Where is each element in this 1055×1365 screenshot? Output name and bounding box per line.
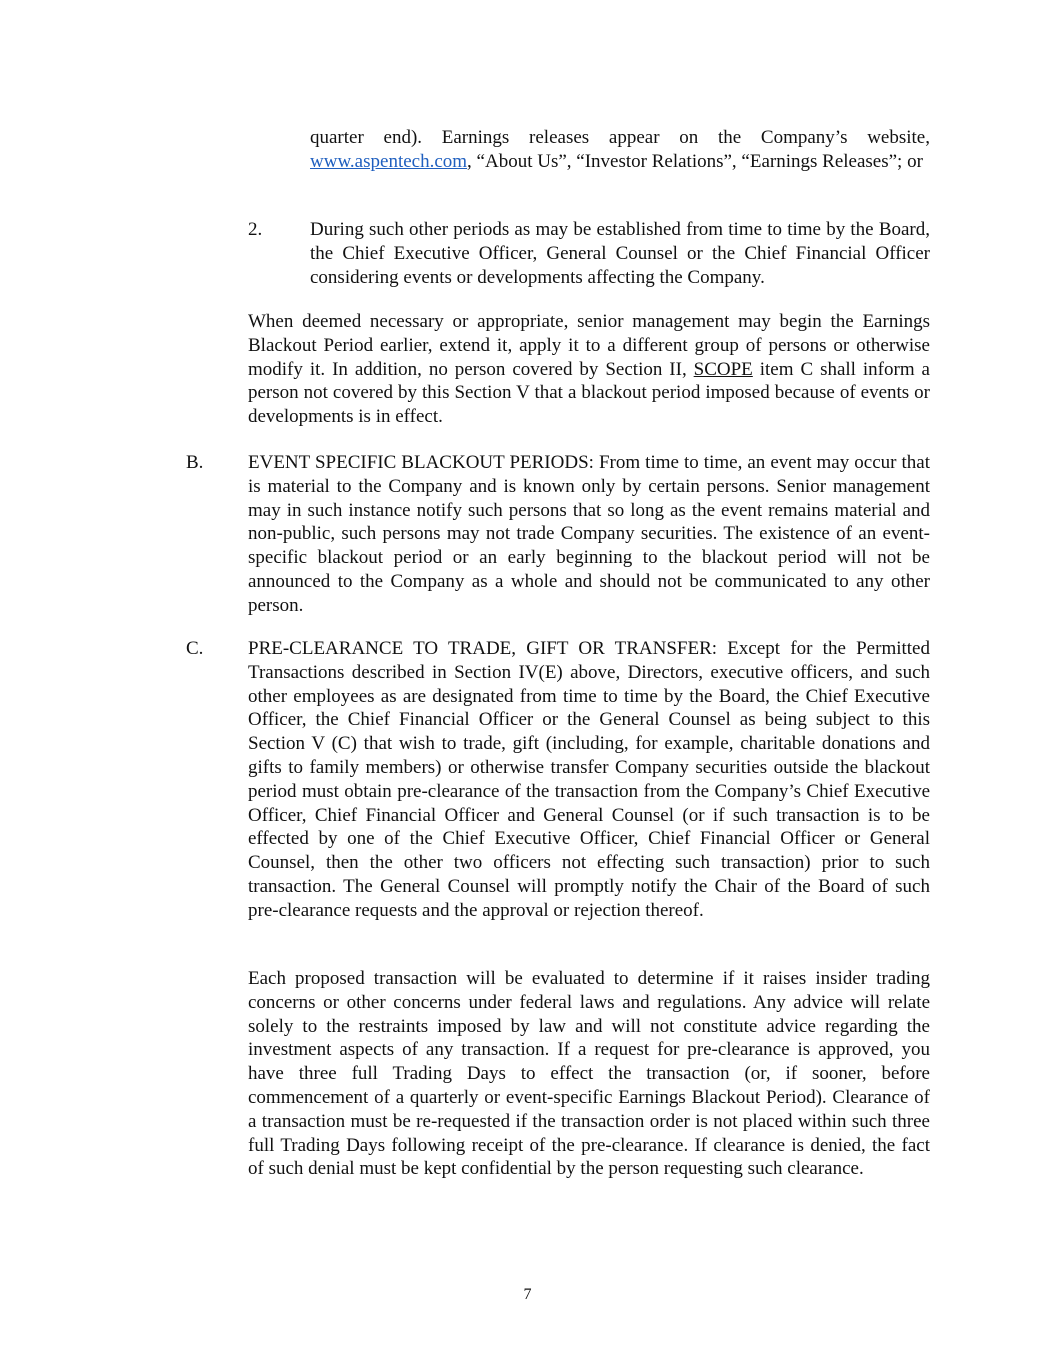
section-c-text: PRE-CLEARANCE TO TRADE, GIFT OR TRANSFER: Except for the Permitted Transactions described in Section IV(E) above, Directors, executive officers, and such other employees as are designated from time to time by the Board, the Chief Executive Officer, the Chief Financial Officer or the General Counsel as being subject to this Section V (C) that wish to trade, gift (including, for example, charitable donations and gifts to family members) or otherwise transfer Company securities outside the blackout period must obtain pre-clearance of the transaction from the Company’s Chief Executive Officer, Chief Financial Officer and General Counsel (or if such transaction is to be effected by one of the Chief Executive Officer, Chief Financial Officer or General Counsel, then the other two officers not effecting such transaction) prior to such transaction. The General Counsel will promptly notify the Chair of the Board of such pre-clearance requests and the approval or rejection thereof. — [248, 638, 930, 921]
section-c-letter: C. — [186, 638, 204, 659]
continuation-paragraph — [310, 126, 930, 174]
item-number-2: 2. — [248, 219, 263, 240]
continuation-suffix: , “About Us”, “Investor Relations”, “Earnings Releases”; or — [467, 150, 923, 172]
blackout-note-before: When deemed necessary or appropriate, senior management may begin the Earnings Blackout Period earlier, extend it, apply it to a different group of persons or otherwise modify it. In addition, no person covered by Section II, — [248, 311, 930, 380]
section-b-text: EVENT SPECIFIC BLACKOUT PERIODS: From time to time, an event may occur that is material to the Company and is known only by certain persons. Senior management may in such instance notify such persons that so long as the event remains material and non-public, such persons may not trade Company securities. The existence of an event-specific blackout period or an early beginning to the blackout period will not be announced to the Company as a whole and should not be communicated to any other person. — [248, 452, 930, 616]
item-2-text: During such other periods as may be established from time to time by the Board, the Chief Executive Officer, General Counsel or the Chief Financial Officer considering events or developments affecting the Company. — [310, 219, 930, 288]
blackout-note-after: item C shall inform a person not covered by this Section V that a blackout period imposed because of events or developments is in effect. — [248, 358, 930, 428]
scope-reference: SCOPE — [693, 358, 753, 380]
continuation-prefix: quarter end). Earnings releases appear on the Company’s website, — [310, 127, 930, 148]
evaluation-paragraph: Each proposed transaction will be evaluated to determine if it raises insider trading concerns or other concerns under federal laws and regulations. Any advice will relate solely to the restraints imposed by law and will not constitute advice regarding the investment aspects of any transaction. If a request for pre-clearance is approved, you have three full Trading Days to effect the transaction (or, if sooner, before commencement of a quarterly or event-specific Earnings Blackout Period). Clearance of a transaction must be re-requested if the transaction order is not placed within such three full Trading Days following receipt of the pre-clearance. If clearance is denied, the fact of such denial must be kept confidential by the person requesting such clearance. — [248, 968, 930, 1180]
aspentech-website-link[interactable]: www.aspentech.com — [310, 150, 468, 172]
blackout-note-paragraph — [248, 310, 930, 429]
section-b-letter: B. — [186, 452, 204, 473]
page-number: 7 — [523, 1286, 532, 1303]
